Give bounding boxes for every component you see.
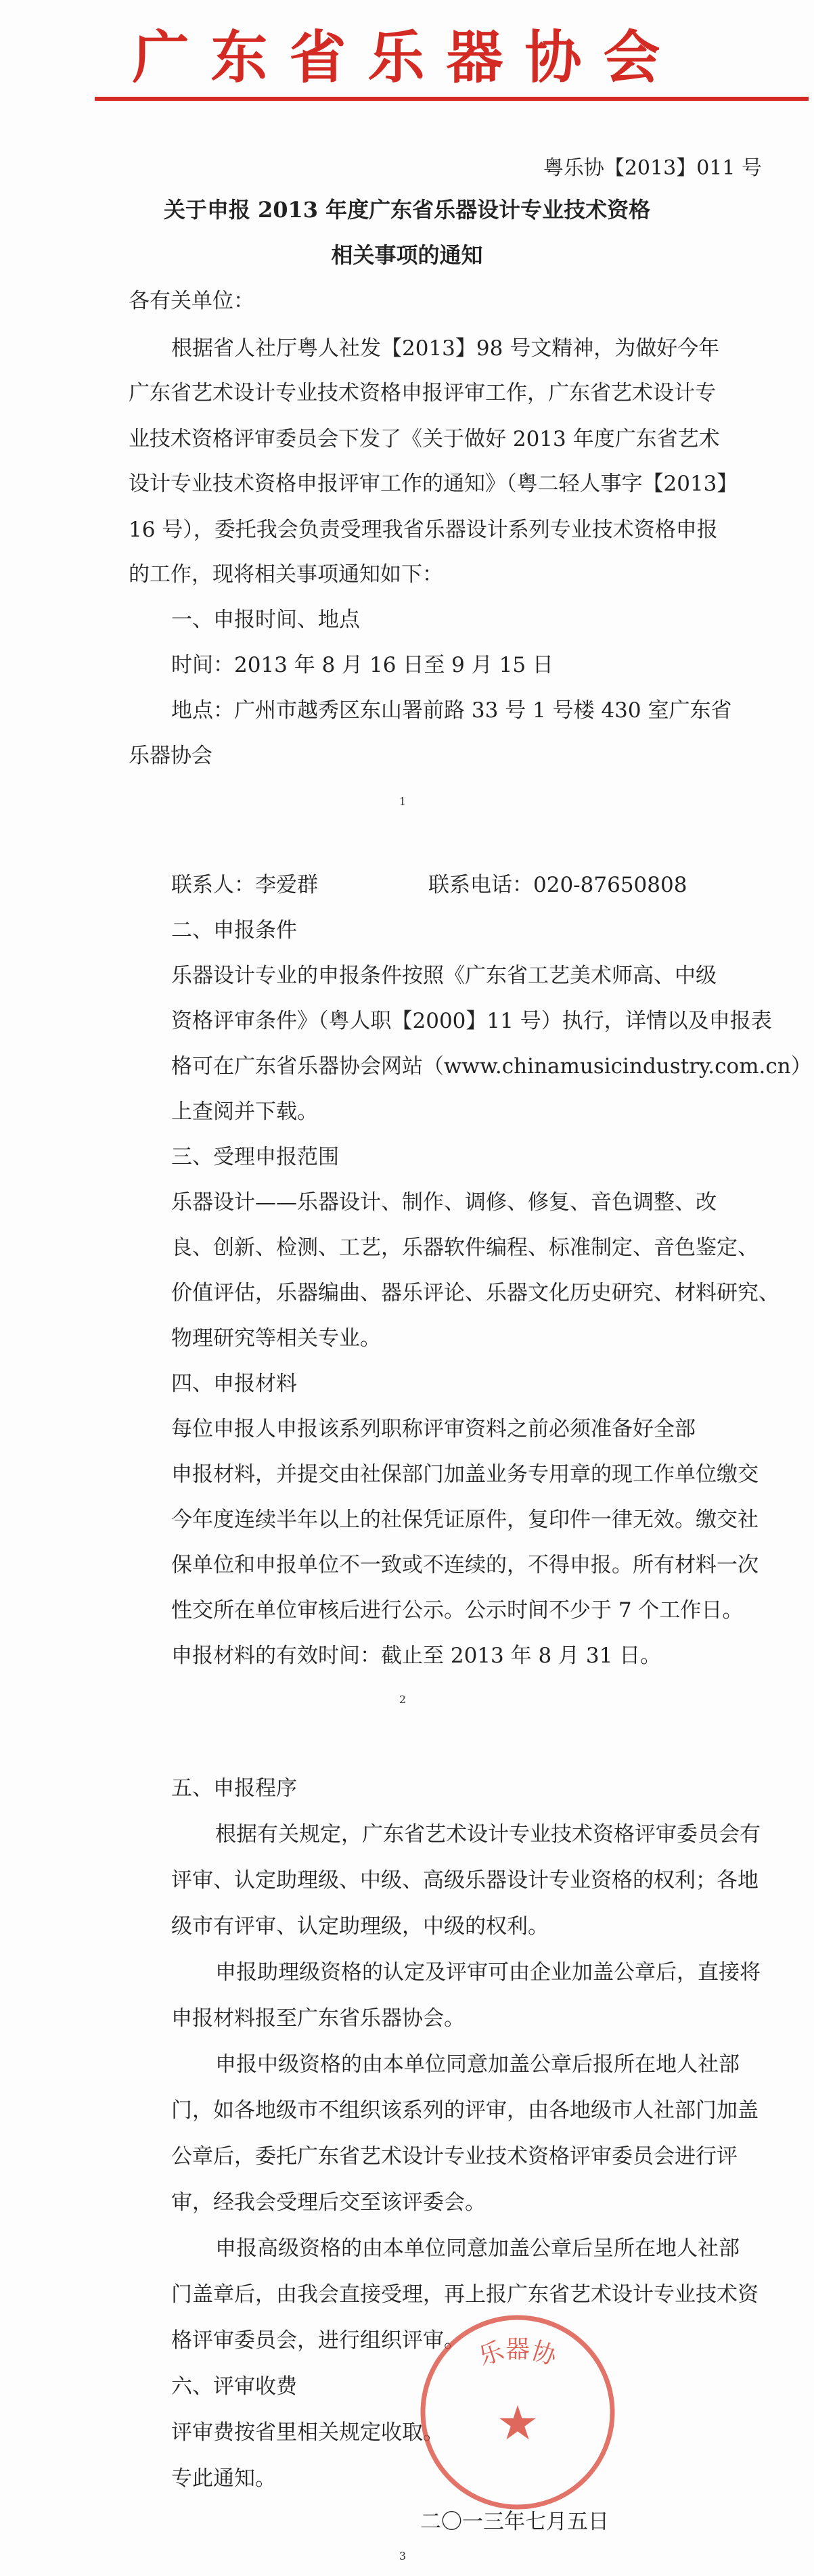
page-number-3: 3 (399, 2550, 407, 2562)
page-number-1: 1 (399, 795, 407, 808)
section-heading-4: 四、申报材料 (171, 1372, 297, 1396)
apply-place-line: 乐器协会 (129, 744, 212, 768)
para1-line: 根据省人社厅粤人社发【2013】98 号文精神，为做好今年 (171, 336, 720, 361)
para1-line: 业技术资格评审委员会下发了《关于做好 2013 年度广东省艺术 (129, 427, 720, 451)
contact-phone: 联系电话：020-87650808 (428, 873, 687, 897)
section-heading-6: 六、评审收费 (171, 2374, 297, 2399)
para6-line: 申报材料报至广东省乐器协会。 (171, 2006, 465, 2031)
letterhead-rule (95, 97, 809, 101)
section-heading-3: 三、受理申报范围 (171, 1145, 339, 1169)
contact-person: 联系人：李爱群 (171, 873, 318, 897)
apply-place-line: 地点：广州市越秀区东山署前路 33 号 1 号楼 430 室广东省 (171, 698, 732, 723)
para4-line: 保单位和申报单位不一致或不连续的，不得申报。所有材料一次 (171, 1553, 759, 1577)
para1-line: 16 号），委托我会负责受理我省乐器设计系列专业技术资格申报 (129, 518, 718, 542)
para1-line: 设计专业技术资格申报评审工作的通知》（粤二轻人事字【2013】 (129, 472, 738, 496)
document-title-line2: 相关事项的通知 (331, 242, 483, 268)
para2-line: 资格评审条件》（粤人职【2000】11 号）执行，详情以及申报表 (171, 1009, 772, 1033)
para5-line: 评审、认定助理级、中级、高级乐器设计专业资格的权利；各地 (171, 1868, 759, 1893)
seal-star-icon: ★ (496, 2395, 539, 2451)
materials-validity: 申报材料的有效时间：截止至 2013 年 8 月 31 日。 (171, 1644, 662, 1668)
para2-line: 格可在广东省乐器协会网站（www.chinamusicindustry.com.cn） (171, 1054, 812, 1079)
para7-line: 申报中级资格的由本单位同意加盖公章后报所在地人社部 (215, 2052, 740, 2077)
apply-time: 时间：2013 年 8 月 16 日至 9 月 15 日 (171, 653, 553, 677)
para3-line: 乐器设计——乐器设计、制作、调修、修复、音色调整、改 (171, 1190, 717, 1215)
para3-line: 良、创新、检测、工艺，乐器软件编程、标准制定、音色鉴定、 (171, 1236, 759, 1260)
page-number-2: 2 (399, 1693, 407, 1706)
section-heading-1: 一、申报时间、地点 (171, 608, 360, 632)
para4-line: 性交所在单位审核后进行公示。公示时间不少于 7 个工作日。 (171, 1598, 744, 1623)
svg-text:乐器协 (475, 2336, 561, 2372)
document-title-line1: 关于申报 2013 年度广东省乐器设计专业技术资格 (163, 197, 651, 223)
para8-line: 门盖章后，由我会直接受理，再上报广东省艺术设计专业技术资 (171, 2282, 759, 2307)
para2-line: 上查阅并下载。 (171, 1100, 318, 1124)
para7-line: 公章后，委托广东省艺术设计专业技术资格评审委员会进行评 (171, 2144, 738, 2169)
para1-line: 的工作，现将相关事项通知如下： (129, 562, 443, 587)
para6-line: 申报助理级资格的认定及评审可由企业加盖公章后，直接将 (215, 1960, 761, 1985)
para8-line: 格评审委员会，进行组织评审。 (171, 2328, 465, 2353)
organization-seal (409, 2301, 626, 2517)
greeting: 各有关单位： (129, 289, 254, 313)
seal-text: 乐器协 (475, 2336, 560, 2372)
para4-line: 申报材料，并提交由社保部门加盖业务专用章的现工作单位缴交 (171, 1462, 759, 1487)
para1-line: 广东省艺术设计专业技术资格申报评审工作，广东省艺术设计专 (129, 381, 716, 405)
section-heading-5: 五、申报程序 (171, 1776, 297, 1801)
closing-note: 专此通知。 (171, 2466, 276, 2491)
issue-date: 二〇一三年七月五日 (420, 2510, 609, 2534)
para4-line: 今年度连续半年以上的社保凭证原件，复印件一律无效。缴交社 (171, 1508, 759, 1532)
document-number: 粤乐协【2013】011 号 (543, 156, 762, 180)
para2-line: 乐器设计专业的申报条件按照《广东省工艺美术师高、中级 (171, 964, 717, 988)
para3-line: 物理研究等相关专业。 (171, 1326, 381, 1351)
para7-line: 审，经我会受理后交至该评委会。 (171, 2190, 486, 2215)
para5-line: 根据有关规定，广东省艺术设计专业技术资格评审委员会有 (215, 1822, 761, 1847)
para4-line: 每位申报人申报该系列职称评审资料之前必须准备好全部 (171, 1417, 696, 1441)
para3-line: 价值评估，乐器编曲、器乐评论、乐器文化历史研究、材料研究、 (171, 1281, 779, 1305)
org-letterhead-title: 广东省乐器协会 (132, 24, 682, 91)
para5-line: 级市有评审、认定助理级，中级的权利。 (171, 1914, 549, 1939)
para8-line: 申报高级资格的由本单位同意加盖公章后呈所在地人社部 (215, 2236, 740, 2261)
section-heading-2: 二、申报条件 (171, 918, 297, 943)
para7-line: 门，如各地级市不组织该系列的评审，由各地级市人社部门加盖 (171, 2098, 759, 2123)
fee-note: 评审费按省里相关规定收取。 (171, 2420, 444, 2445)
